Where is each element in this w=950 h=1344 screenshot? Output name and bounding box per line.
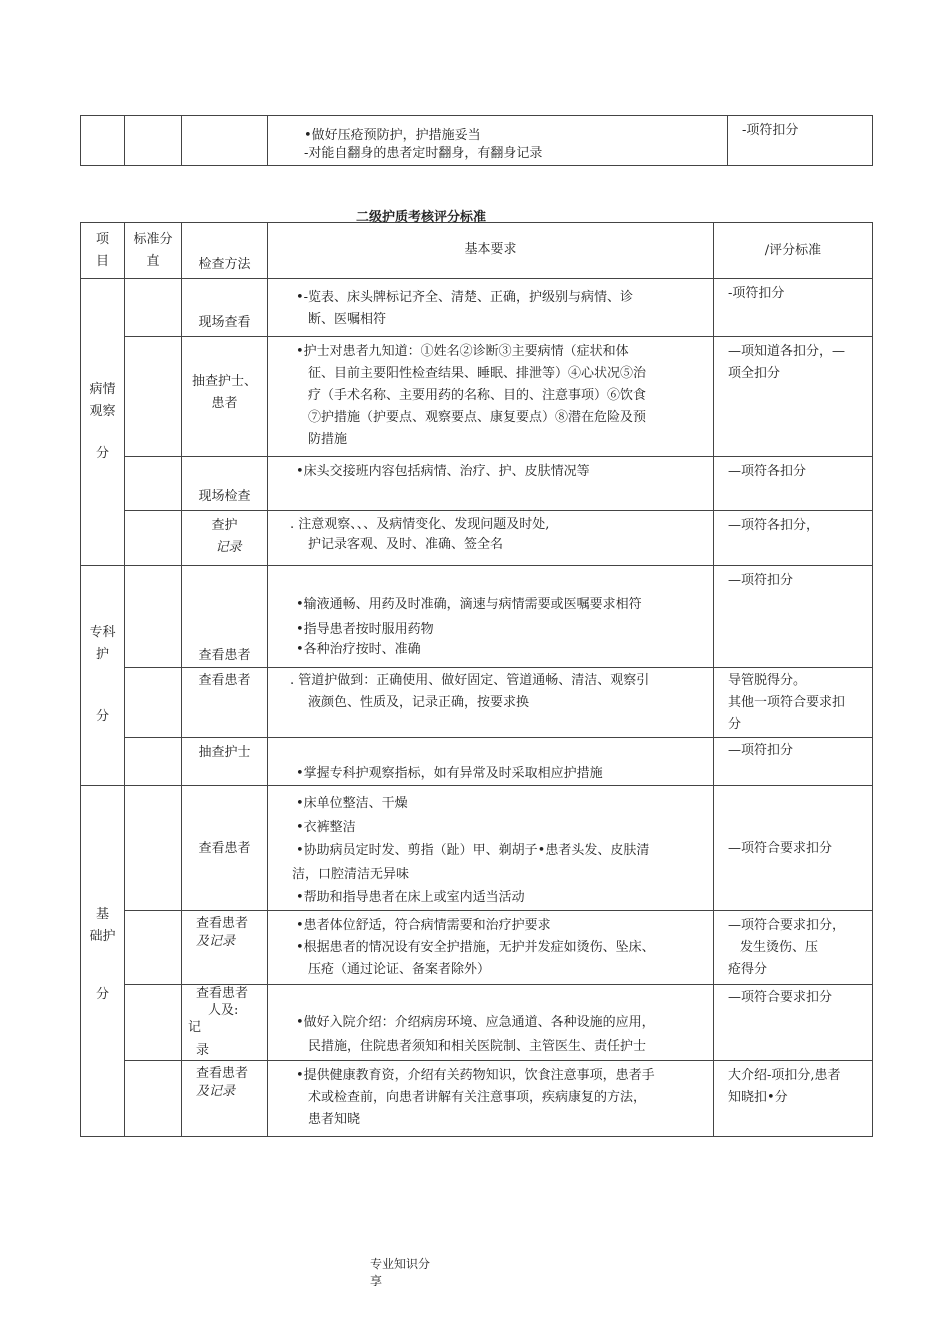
requirement-cell [268, 337, 714, 457]
method-text: 记录 [215, 540, 242, 555]
table-row [81, 1061, 873, 1137]
requirement-line: 洁，口腔清洁无异味 [292, 866, 410, 882]
requirement-line: •提供健康教育资，介绍有关药物知识，饮食注意事项，患者手 [296, 1068, 655, 1083]
table-row [81, 511, 873, 566]
method-text: 查看患者 [196, 916, 249, 931]
header-row [81, 223, 873, 279]
top-req-line: •做好压疮预防护，护措施妥当 [304, 128, 481, 143]
method-cell [182, 738, 268, 786]
requirement-line: •-览表、床头牌标记齐全、清楚、正确，护级别与病情、诊 [296, 290, 634, 305]
header-item-text: 项 [95, 232, 109, 247]
requirement-cell [268, 457, 714, 511]
method-text: 查护 [211, 518, 238, 533]
standard-cell [714, 668, 873, 738]
top-score: -项符扣分 [742, 123, 799, 138]
requirement-line: •输液通畅、用药及时准确，滴速与病情需要或医嘱要求相符 [296, 597, 642, 612]
standard-cell [714, 1061, 873, 1137]
top-table [80, 115, 873, 166]
standard-text: —项符合要求扣分， [728, 918, 846, 933]
page-title: 二级护质考核评分标准 [356, 210, 487, 225]
score-cell [125, 1061, 182, 1137]
header-item [81, 223, 125, 279]
standard-text: —项符扣分 [728, 743, 794, 758]
standard-cell [714, 511, 873, 566]
header-method [182, 223, 268, 279]
table-row [81, 337, 873, 457]
requirement-cell [268, 738, 714, 786]
standard-cell [714, 337, 873, 457]
section-name: 分 [95, 446, 109, 461]
table-row [81, 566, 873, 668]
requirement-cell [268, 985, 714, 1061]
standard-text: —项符扣分 [728, 573, 794, 588]
requirement-cell [268, 566, 714, 668]
table-row [81, 457, 873, 511]
section-name-cell [81, 279, 125, 566]
method-cell [182, 566, 268, 668]
standard-text: 发生烫伤、压 [740, 940, 819, 955]
method-text: 患者 [211, 396, 238, 411]
standard-cell [714, 279, 873, 337]
method-cell [182, 911, 268, 985]
top-req-line: -对能自翻身的患者定时翻身，有翻身记录 [304, 146, 543, 161]
method-cell [182, 337, 268, 457]
requirement-cell [268, 911, 714, 985]
score-cell [125, 985, 182, 1061]
standard-text: -项符扣分 [728, 286, 785, 301]
standard-text: 疮得分 [728, 962, 768, 977]
method-text: 人及: [208, 1003, 239, 1018]
method-cell [182, 786, 268, 911]
method-cell [182, 279, 268, 337]
score-cell [125, 511, 182, 566]
standard-cell [714, 738, 873, 786]
method-text: 查看患者 [198, 648, 251, 663]
requirement-line: •患者体位舒适，符合病情需要和治疗护要求 [296, 918, 551, 933]
method-cell [182, 457, 268, 511]
method-text: 查看患者 [196, 986, 249, 1001]
method-cell [182, 1061, 268, 1137]
header-requirement [268, 223, 714, 279]
requirement-line: . 注意观察、、、及病情变化、发现问题及时处, [290, 517, 550, 532]
standard-text: —项符各扣分， [728, 518, 820, 533]
method-text: 现场检查 [198, 489, 251, 504]
footer-text: 专业知识分 [370, 1257, 431, 1271]
header-standard-text: /评分标准 [764, 242, 822, 258]
table-row [81, 279, 873, 337]
method-text: 查看患者 [198, 673, 251, 688]
top-score-cell [728, 116, 873, 166]
requirement-line: •做好入院介绍：介绍病房环境、应急通道、各种设施的应用， [296, 1015, 655, 1030]
requirement-line: •护士对患者九知道：①姓名②诊断③主要病情（症状和体 [296, 344, 629, 359]
section-name: 护 [95, 647, 109, 662]
requirement-line: 压疮（通过论证、备案者除外） [308, 962, 491, 977]
header-score [125, 223, 182, 279]
requirement-line: •指导患者按时服用药物 [296, 622, 434, 637]
standard-cell [714, 985, 873, 1061]
score-cell [125, 337, 182, 457]
requirement-line: 术或检查前，向患者讲解有关注意事项，疾病康复的方法， [308, 1090, 647, 1105]
standard-text: 其他一项符合要求扣 [728, 695, 846, 710]
header-score-text: 直 [146, 254, 160, 269]
requirement-line: 患者知晓 [308, 1112, 361, 1127]
method-text: 抽查护士、 [191, 374, 257, 389]
section-name: 分 [95, 709, 109, 724]
requirement-cell [268, 668, 714, 738]
main-table [80, 222, 873, 1137]
method-cell [182, 668, 268, 738]
requirement-line: •床单位整洁、干燥 [296, 796, 408, 811]
requirement-line: 疗（手术名称、主要用药的名称、目的、注意事项）⑥饮食 [308, 388, 647, 403]
requirement-line: 液颜色、性质及，记录正确，按要求换 [308, 695, 530, 710]
standard-cell [714, 911, 873, 985]
section-name: 础护 [89, 929, 116, 944]
requirement-line: 断、医嘱相符 [308, 312, 387, 327]
requirement-line: •协助病员定时发、剪指（趾）甲、剃胡子•患者头发、皮肤清 [296, 843, 650, 858]
method-text: 及记录 [196, 934, 236, 949]
method-text: 及记录 [196, 1084, 236, 1099]
standard-cell [714, 786, 873, 911]
score-cell [125, 457, 182, 511]
method-text: 查看患者 [196, 1066, 249, 1081]
method-text: 录 [196, 1043, 210, 1058]
section-name-cell [81, 566, 125, 786]
method-cell [182, 985, 268, 1061]
section-name: 分 [95, 987, 109, 1002]
requirement-line: ⑦护措施（护要点、观察要点、康复要点）⑧潜在危险及预 [308, 410, 647, 425]
method-text: 现场查看 [198, 315, 251, 330]
requirement-cell [268, 279, 714, 337]
table-row [81, 911, 873, 985]
score-cell [125, 668, 182, 738]
requirement-line: •衣裤整洁 [296, 819, 356, 835]
table-row [81, 668, 873, 738]
top-req-cell [268, 116, 728, 166]
standard-text: —项知道各扣分，— [728, 344, 846, 359]
standard-text: 项全扣分 [728, 366, 781, 381]
requirement-cell [268, 1061, 714, 1137]
header-requirement-text: 基本要求 [464, 242, 517, 257]
requirement-line: •掌握专科护观察指标，如有异常及时采取相应护措施 [296, 766, 603, 781]
score-cell [125, 279, 182, 337]
requirement-line: •床头交接班内容包括病情、治疗、护、皮肤情况等 [296, 464, 590, 479]
header-method-text: 检查方法 [198, 257, 251, 272]
requirement-line: . 管道护做到：正确使用、做好固定、管道通畅、清洁、观察引 [290, 673, 650, 688]
standard-cell [714, 457, 873, 511]
score-cell [125, 566, 182, 668]
method-text: 抽查护士 [198, 745, 251, 760]
header-item-text: 目 [95, 254, 109, 269]
standard-text: —项符合要求扣分 [728, 990, 833, 1005]
method-text: 查看患者 [198, 841, 251, 856]
requirement-cell [268, 511, 714, 566]
score-cell [125, 786, 182, 911]
section-name: 病情 [89, 382, 116, 397]
requirement-line: •各种治疗按时、准确 [296, 642, 421, 657]
top-col2 [125, 116, 182, 166]
requirement-line: 护记录客观、及时、准确、签全名 [308, 537, 504, 552]
section-name: 观察 [89, 404, 116, 419]
method-text: 记 [188, 1020, 202, 1035]
table-row [81, 786, 873, 911]
footer-text: 享 [370, 1274, 383, 1288]
header-standard [714, 223, 873, 279]
requirement-cell [268, 786, 714, 911]
requirement-line: •帮助和指导患者在床上或室内适当活动 [296, 890, 525, 905]
standard-text: 分 [728, 717, 742, 732]
standard-text: —项符合要求扣分 [728, 841, 833, 856]
standard-text: 导管脱得分。 [728, 673, 807, 688]
standard-cell [714, 566, 873, 668]
section-name-cell [81, 786, 125, 1137]
requirement-line: 防措施 [308, 432, 348, 447]
top-col1 [81, 116, 125, 166]
table-row [81, 738, 873, 786]
score-cell [125, 911, 182, 985]
requirement-line: •根据患者的情况设有安全护措施，无护并发症如烫伤、坠床、 [296, 940, 655, 955]
standard-text: —项符各扣分 [728, 464, 807, 479]
score-cell [125, 738, 182, 786]
table-row [81, 985, 873, 1061]
page-footer [370, 1256, 430, 1290]
top-col3 [182, 116, 268, 166]
requirement-line: 征、目前主要阳性检查结果、睡眠、排泄等）④心状况⑤治 [308, 366, 647, 381]
header-score-text: 标准分 [133, 232, 173, 247]
requirement-line: 民措施，住院患者须知和相关医院制、主管医生、责任护士 [308, 1039, 647, 1054]
standard-text: 知晓扣•分 [728, 1090, 788, 1105]
section-name: 基 [95, 907, 109, 922]
method-cell [182, 511, 268, 566]
section-name: 专科 [89, 625, 116, 640]
standard-text: 大介绍-项扣分,患者 [728, 1068, 841, 1083]
